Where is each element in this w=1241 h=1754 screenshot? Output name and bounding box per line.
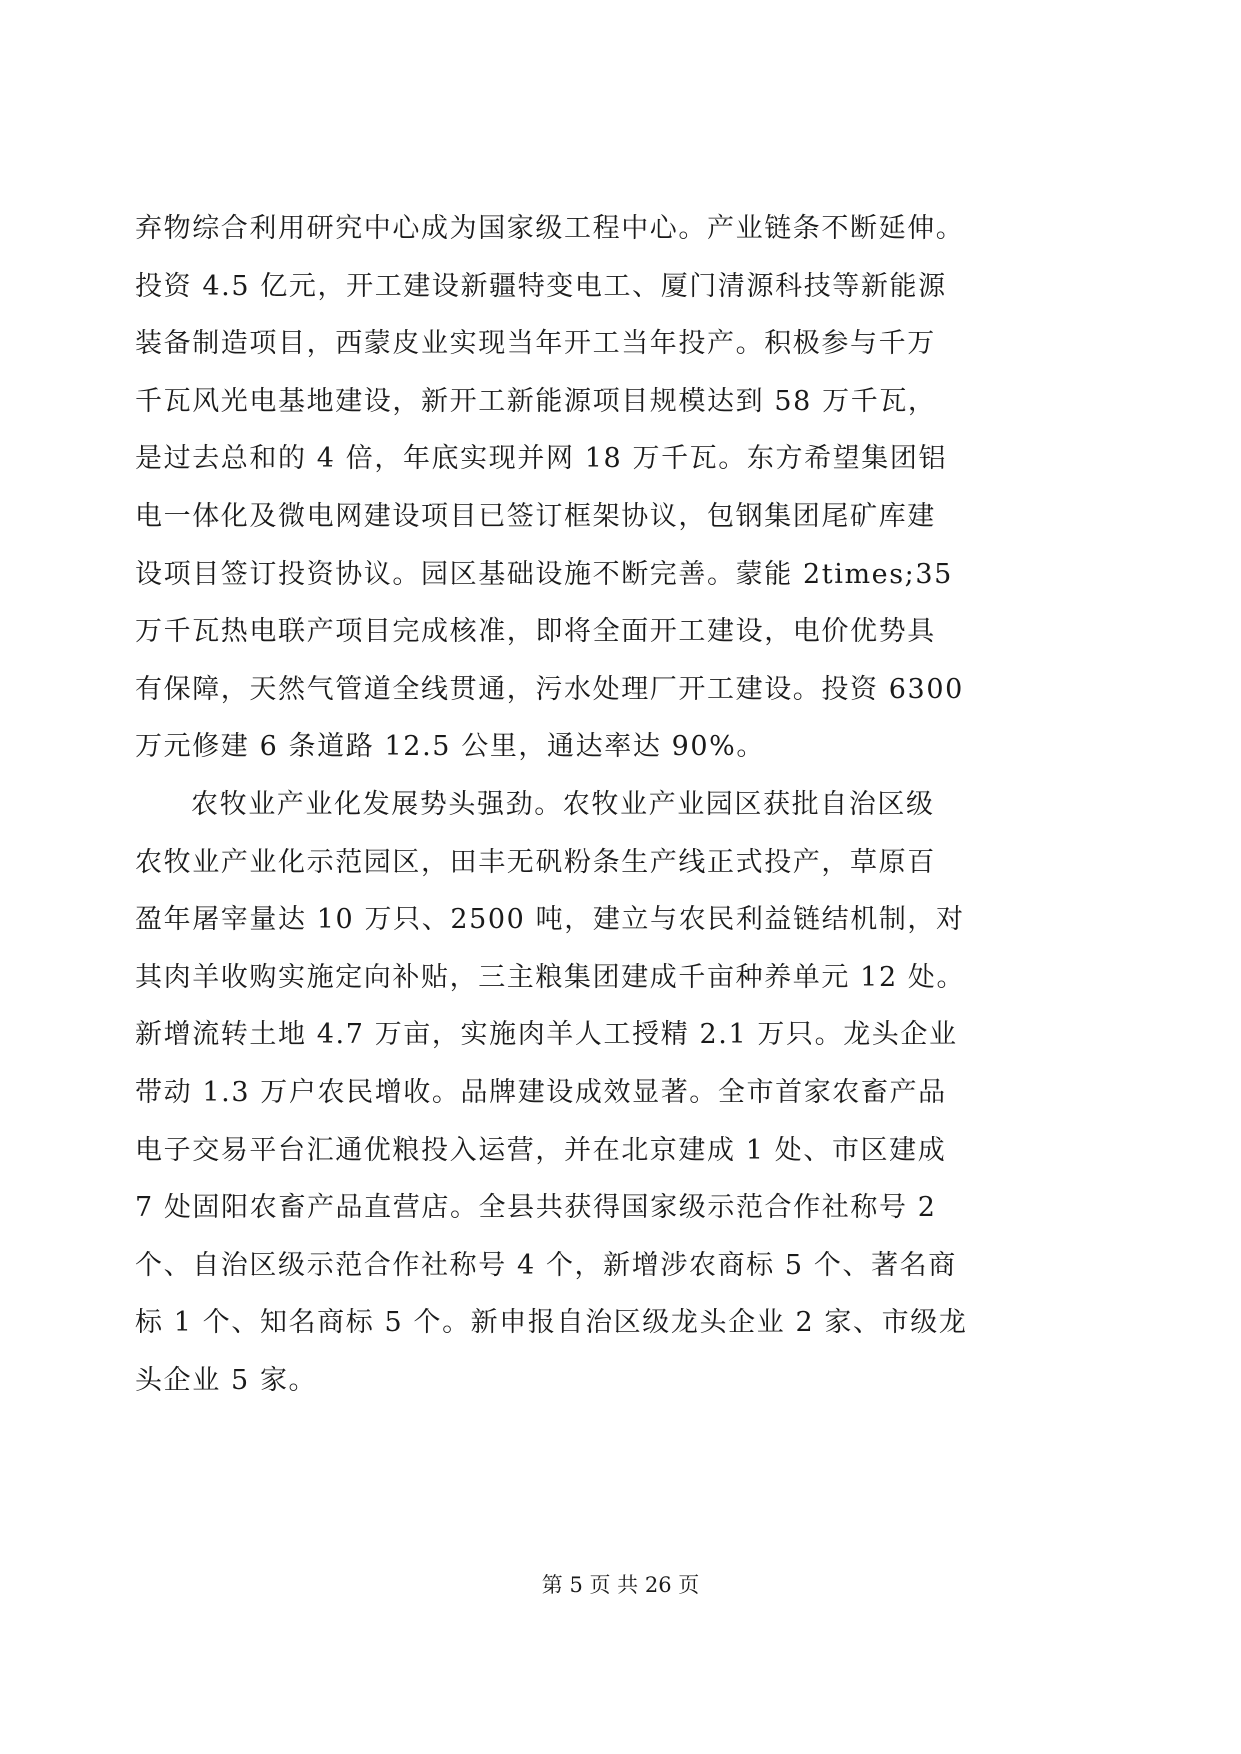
- text-line: 万元修建 6 条道路 12.5 公里，通达率达 90%。: [135, 731, 766, 763]
- text-line: 投资 4.5 亿元，开工建设新疆特变电工、厦门清源科技等新能源: [135, 270, 947, 302]
- text-line: 电子交易平台汇通优粮投入运营，并在北京建成 1 处、市区建成: [135, 1134, 947, 1166]
- page-number-footer: 第 5 页 共 26 页: [541, 1573, 700, 1597]
- text-line: 标 1 个、知名商标 5 个。新申报自治区级龙头企业 2 家、市级龙: [135, 1307, 968, 1339]
- text-line: 是过去总和的 4 倍，年底实现并网 18 万千瓦。东方希望集团铝: [135, 443, 948, 475]
- text-line: 个、自治区级示范合作社称号 4 个，新增涉农商标 5 个、著名商: [135, 1249, 957, 1281]
- text-line: 千瓦风光电基地建设，新开工新能源项目规模达到 58 万千瓦，: [135, 385, 937, 417]
- text-line: 有保障，天然气管道全线贯通，污水处理厂开工建设。投资 6300: [135, 673, 964, 705]
- text-line: 带动 1.3 万户农民增收。品牌建设成效显著。全市首家农畜产品: [135, 1076, 947, 1108]
- document-body: [135, 200, 1125, 1409]
- paragraph-start-line: 农牧业产业化发展势头强劲。农牧业产业园区获批自治区级: [191, 788, 935, 820]
- text-line: 头企业 5 家。: [135, 1364, 318, 1396]
- text-line: 弃物综合利用研究中心成为国家级工程中心。产业链条不断延伸。: [135, 213, 965, 244]
- text-line: 新增流转土地 4.7 万亩，实施肉羊人工授精 2.1 万只。龙头企业: [135, 1019, 958, 1051]
- text-line: 7 处固阳农畜产品直营店。全县共获得国家级示范合作社称号 2: [135, 1192, 937, 1224]
- text-line: 装备制造项目，西蒙皮业实现当年开工当年投产。积极参与千万: [135, 328, 936, 360]
- text-line: 电一体化及微电网建设项目已签订框架协议，包钢集团尾矿库建: [135, 500, 936, 532]
- text-line: 盈年屠宰量达 10 万只、2500 吨，建立与农民利益链结机制，对: [135, 904, 965, 936]
- text-line: 农牧业产业化示范园区，田丰无矾粉条生产线正式投产，草原百: [135, 846, 936, 878]
- text-line: 万千瓦热电联产项目完成核准，即将全面开工建设，电价优势具: [135, 616, 936, 648]
- text-line: 其肉羊收购实施定向补贴，三主粮集团建成千亩种养单元 12 处。: [135, 961, 966, 993]
- text-line: 设项目签订投资协议。园区基础设施不断完善。蒙能 2times;35: [135, 558, 953, 590]
